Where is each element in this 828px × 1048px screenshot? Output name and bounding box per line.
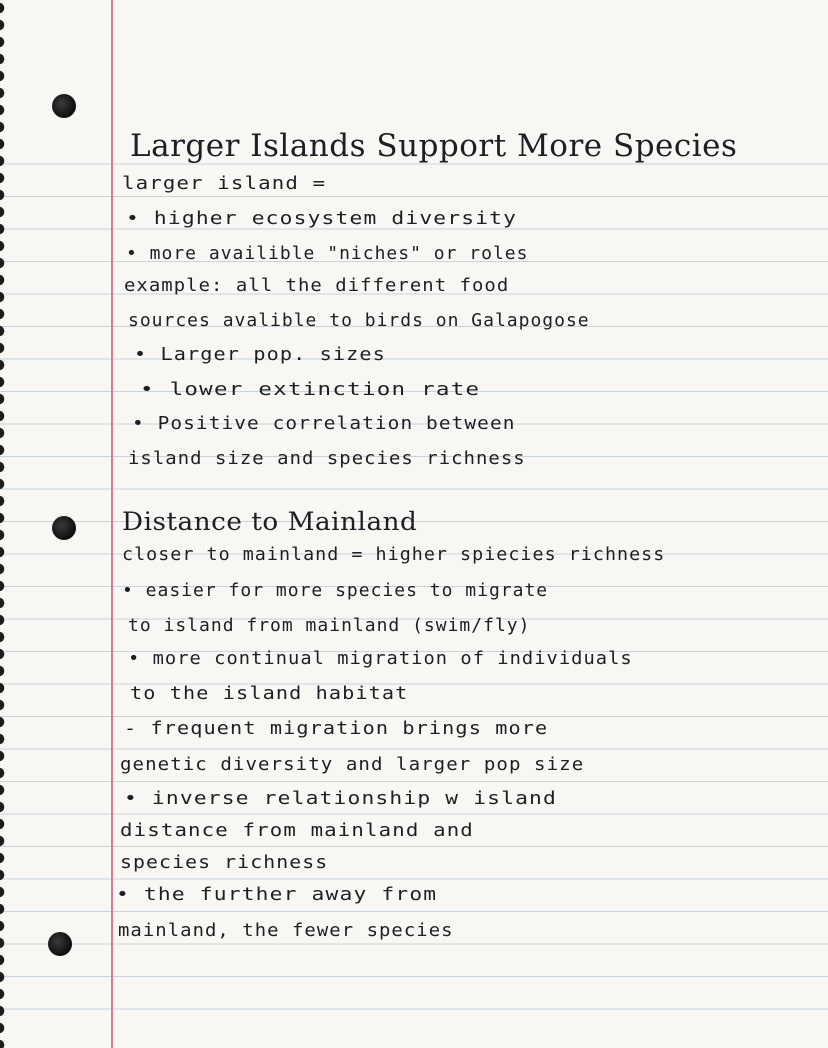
margin-line [111, 0, 113, 1048]
note-line: to island from mainland (swim/fly) [128, 615, 531, 636]
note-line: • more availible "niches" or roles [126, 243, 529, 264]
note-line: • higher ecosystem diversity [126, 208, 518, 229]
note-line: mainland, the fewer species [118, 920, 454, 941]
note-line: • more continual migration of individuals [128, 648, 633, 669]
punch-hole-top [52, 94, 76, 118]
note-line: to the island habitat [130, 683, 409, 704]
note-line: • Larger pop. sizes [134, 344, 386, 365]
punch-hole-middle [52, 516, 76, 540]
section1-title: Larger Islands Support More Species [130, 128, 738, 164]
punch-hole-bottom [48, 932, 72, 956]
note-line: genetic diversity and larger pop size [120, 754, 585, 775]
note-line: • lower extinction rate [140, 379, 481, 400]
note-line: closer to mainland = higher spiecies richness [122, 544, 666, 565]
note-line: • the further away from [116, 884, 438, 905]
spiral-binding [0, 0, 12, 1048]
note-line: island size and species richness [128, 448, 526, 469]
note-line: sources avalible to birds on Galapogose [128, 310, 590, 331]
note-line: • inverse relationship w island [124, 788, 558, 809]
section2-title: Distance to Mainland [122, 507, 418, 536]
note-line: example: all the different food [124, 275, 510, 296]
note-line: • easier for more species to migrate [122, 580, 549, 601]
note-line: • Positive correlation between [132, 413, 516, 434]
note-line: larger island = [122, 173, 327, 194]
note-line: - frequent migration brings more [124, 718, 549, 739]
note-line: distance from mainland and [120, 820, 474, 841]
note-line: species richness [120, 852, 329, 873]
